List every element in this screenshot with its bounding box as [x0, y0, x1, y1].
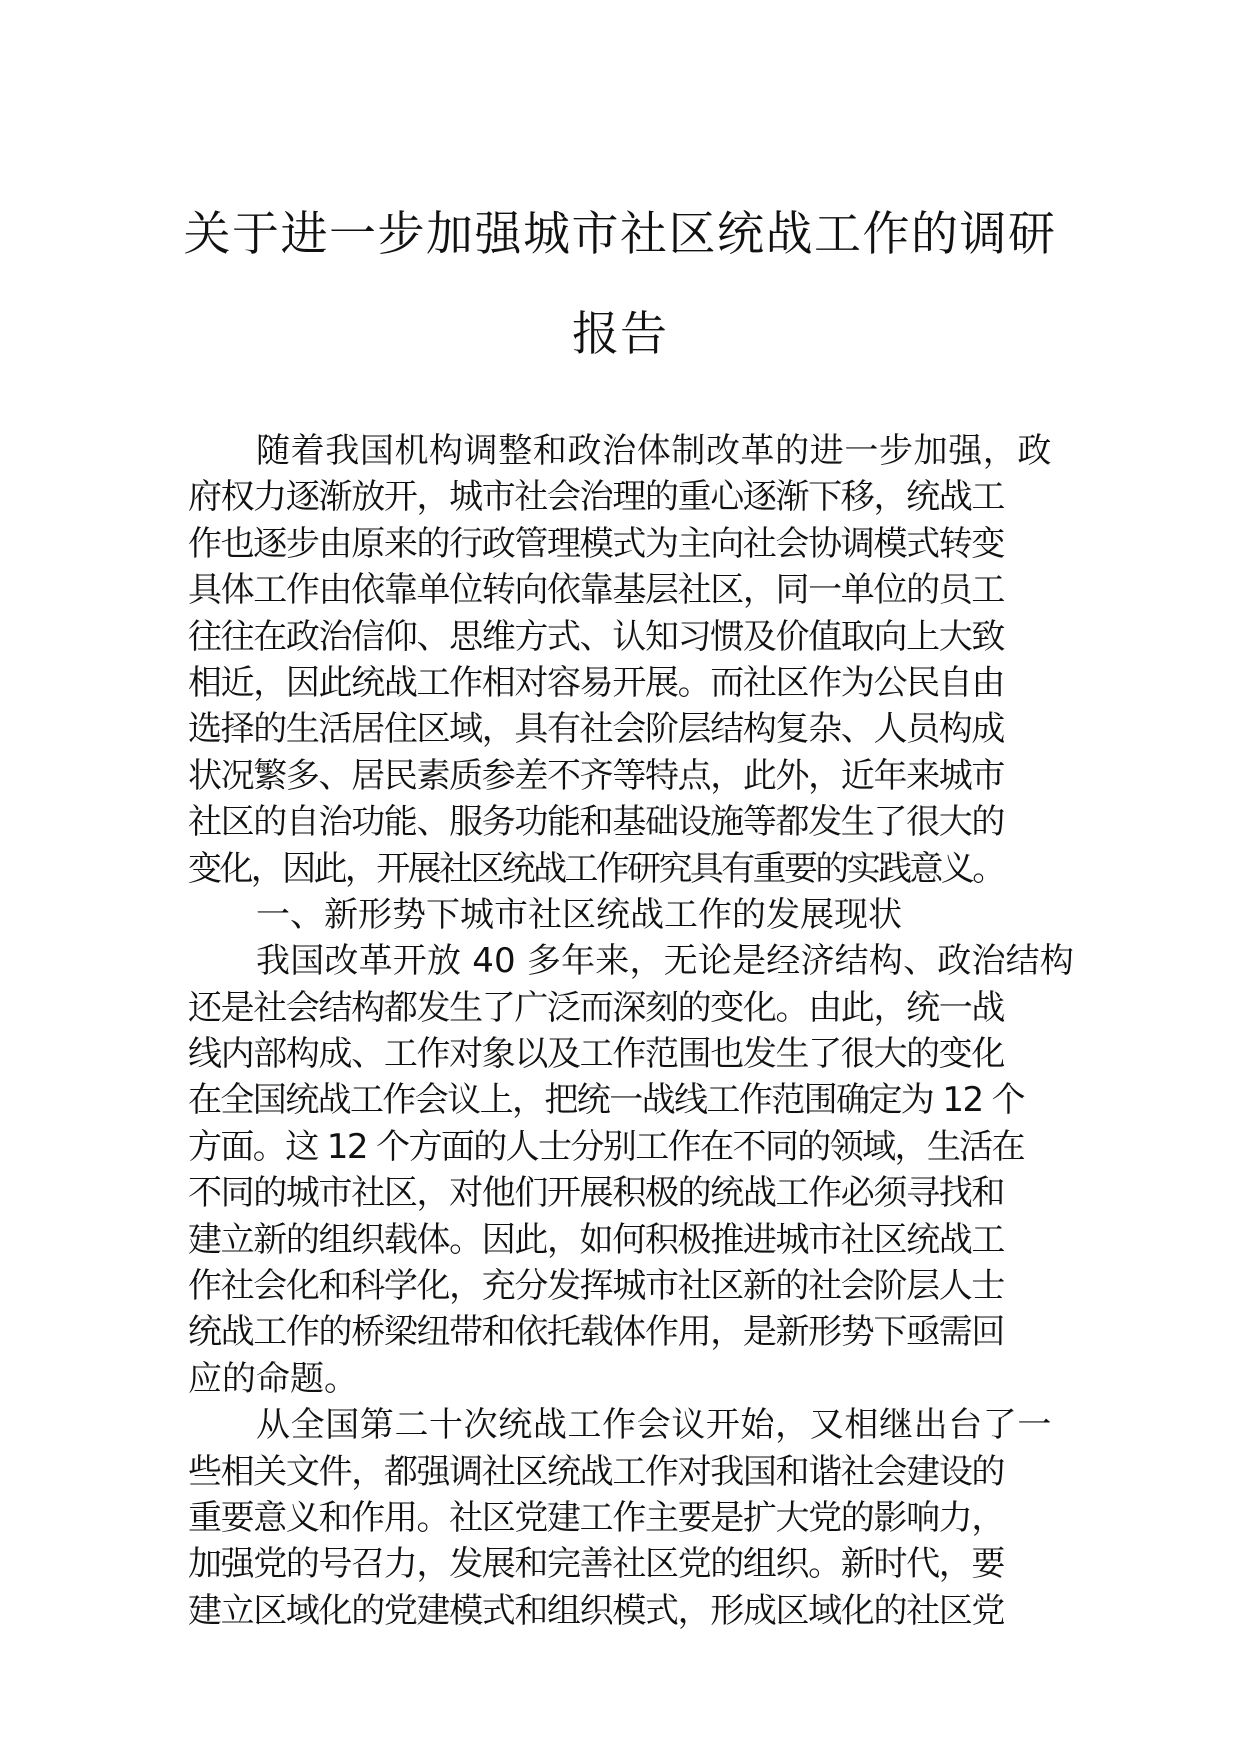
- paragraph-2-line-7: 建立新的组织载体。因此，如何积极推进城市社区统战工: [188, 1219, 1004, 1260]
- paragraph-2-line-5: 方面。这 12 个方面的人士分别工作在不同的领域，生活在: [188, 1126, 1025, 1167]
- paragraph-3-line-1: 从全国第二十次统战工作会议开始，又相继出台了一: [256, 1405, 1053, 1446]
- paragraph-3-line-3: 重要意义和作用。社区党建工作主要是扩大党的影响力，: [188, 1497, 1004, 1538]
- paragraph-2-line-3: 线内部构成、工作对象以及工作范围也发生了很大的变化: [188, 1034, 1004, 1075]
- paragraph-3-line-2: 些相关文件，都强调社区统战工作对我国和谐社会建设的: [188, 1451, 1004, 1492]
- paragraph-3-line-5: 建立区域化的党建模式和组织模式，形成区域化的社区党: [188, 1590, 1004, 1631]
- paragraph-3-line-4: 加强党的号召力，发展和完善社区党的组织。新时代，要: [188, 1544, 1004, 1585]
- document-body: [188, 428, 1075, 1634]
- paragraph-1-line-5: 往往在政治信仰、思维方式、认知习惯及价值取向上大致: [188, 616, 1004, 657]
- paragraph-1-line-8: 状况繁多、居民素质参差不齐等特点，此外，近年来城市: [188, 755, 1004, 796]
- paragraph-1-line-4: 具体工作由依靠单位转向依靠基层社区，同一单位的员工: [188, 570, 1004, 611]
- paragraph-2-line-8: 作社会化和科学化，充分发挥城市社区新的社会阶层人士: [188, 1266, 1004, 1307]
- paragraph-2-line-4: 在全国统战工作会议上，把统一战线工作范围确定为 12 个: [188, 1080, 1025, 1121]
- paragraph-1-line-6: 相近，因此统战工作相对容易开展。而社区作为公民自由: [188, 662, 1004, 703]
- paragraph-2-line-6: 不同的城市社区，对他们开展积极的统战工作必须寻找和: [188, 1173, 1004, 1214]
- title-line-2: 报告: [572, 307, 668, 362]
- section-heading-1: 一、新形势下城市社区统战工作的发展现状: [256, 894, 902, 935]
- paragraph-2-line-1: 我国改革开放 40 多年来，无论是经济结构、政治结构: [256, 941, 1075, 982]
- paragraph-1-line-3: 作也逐步由原来的行政管理模式为主向社会协调模式转变: [188, 523, 1004, 564]
- paragraph-1-line-9: 社区的自治功能、服务功能和基础设施等都发生了很大的: [188, 802, 1004, 843]
- paragraph-1-line-7: 选择的生活居住区域，具有社会阶层结构复杂、人员构成: [188, 709, 1004, 750]
- paragraph-1-line-2: 府权力逐渐放开，城市社会治理的重心逐渐下移，统战工: [188, 477, 1004, 518]
- paragraph-1-line-10: 变化，因此，开展社区统战工作研究具有重要的实践意义。: [188, 848, 1004, 889]
- title-line-1: 关于进一步加强城市社区统战工作的调研: [183, 207, 1057, 262]
- paragraph-2-line-10: 应的命题。: [188, 1358, 358, 1399]
- paragraph-1-line-1: 随着我国机构调整和政治体制改革的进一步加强，政: [256, 431, 1053, 471]
- paragraph-2-line-9: 统战工作的桥梁纽带和依托载体作用，是新形势下亟需回: [188, 1312, 1004, 1353]
- document-title: [120, 185, 1120, 385]
- paragraph-2-line-2: 还是社会结构都发生了广泛而深刻的变化。由此，统一战: [188, 987, 1004, 1028]
